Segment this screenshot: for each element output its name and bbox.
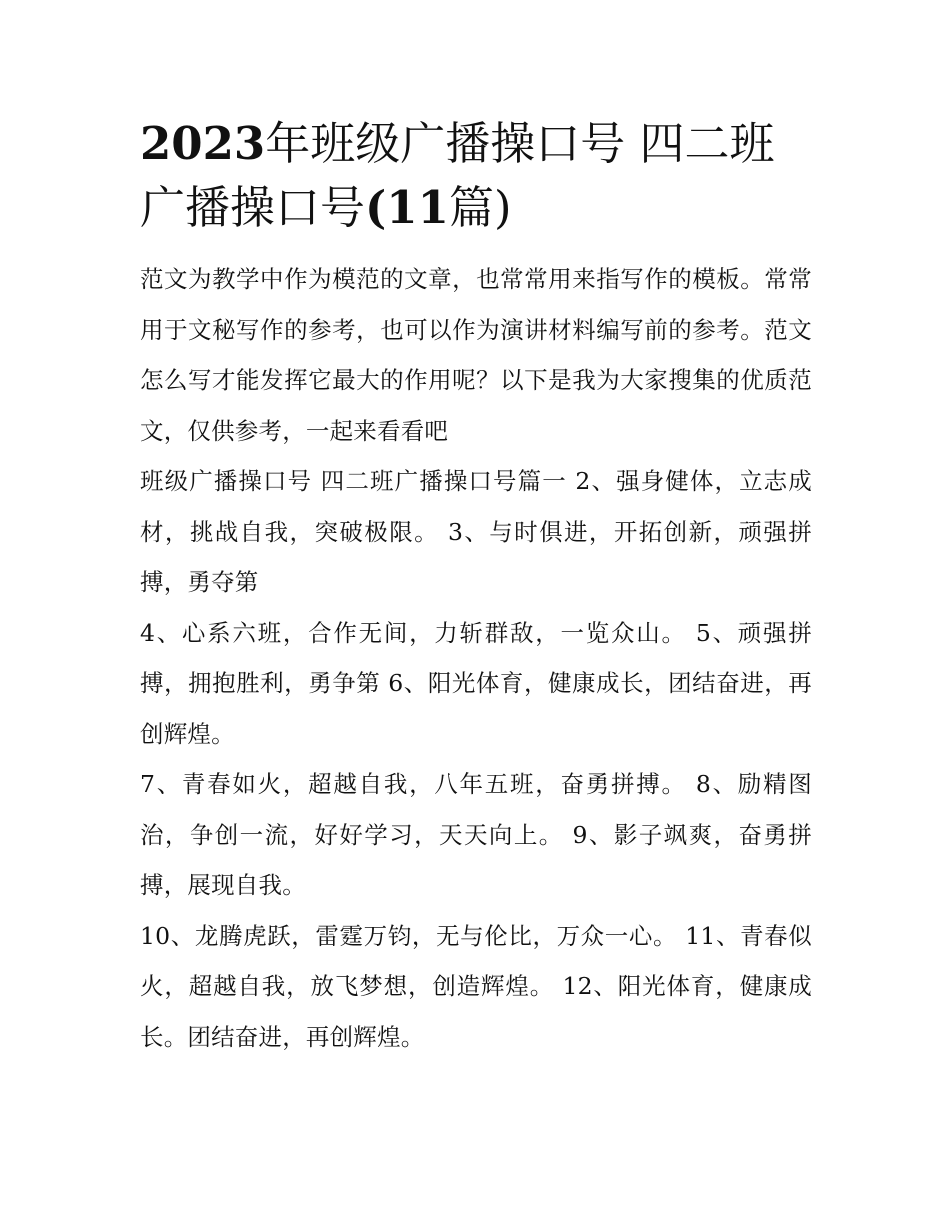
slogan-paragraph-1: 班级广播操口号 四二班广播操口号篇一 2、强身健体，立志成材，挑战自我，突破极限。 3、与时俱进，开拓创新，顽强拼搏，勇夺第: [140, 467, 812, 596]
document-title: [140, 112, 812, 240]
document-page: [140, 112, 812, 1062]
title-count: (11: [365, 181, 449, 234]
slogan-paragraph-3: 7、青春如火，超越自我，八年五班，奋勇拼搏。 8、励精图治，争创一流，好好学习，天天向上。 9、影子飒爽，奋勇拼搏，展现自我。: [140, 770, 812, 899]
intro-paragraph: 范文为教学中作为模范的文章，也常常用来指写作的模板。常常用于文秘写作的参考，也可以作为演讲材料编写前的参考。范文怎么写才能发挥它最大的作用呢？以下是我为大家搜集的优质范文，仅供参考，一起来看看吧: [140, 265, 812, 445]
slogan-paragraph-4: 10、龙腾虎跃，雷霆万钧，无与伦比，万众一心。 11、青春似火，超越自我，放飞梦想，创造辉煌。 12、阳光体育，健康成长。团结奋进，再创辉煌。: [140, 921, 813, 1051]
title-year: 2023: [140, 117, 266, 170]
slogan-paragraph-2: 4、心系六班，合作无间，力斩群敌，一览众山。 5、顽强拼搏，拥抱胜利，勇争第 6、阳光体育，健康成长，团结奋进，再创辉煌。: [140, 618, 812, 748]
title-end: 篇): [448, 181, 512, 234]
title-main: 年班级广播操口号 四二班广播操口号: [140, 117, 775, 234]
